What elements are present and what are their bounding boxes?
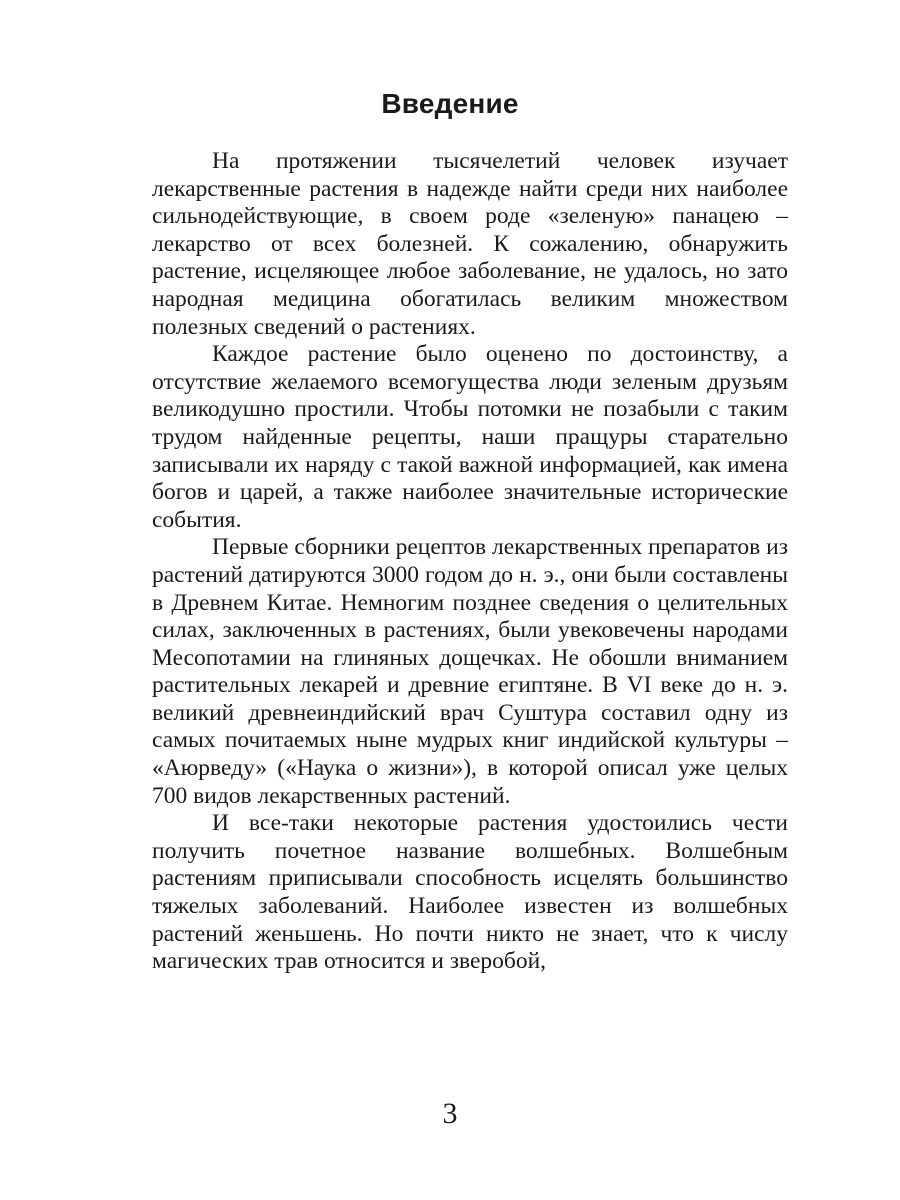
- page-number: 3: [442, 1097, 458, 1130]
- body-text: [152, 148, 788, 976]
- paragraph-4: И все-таки некоторые растения удостоились чести получить почетное название волшебных. Волшебным растениям приписывали способность исцелять большинство тяжелых заболеваний. Наиболее известен из волшебных растений женьшень. Но почти никто не знает, что к числу магических трав относится и зверобой,: [152, 810, 788, 975]
- paragraph-1: На протяжении тысячелетий человек изучает лекарственные растения в надежде найти среди них наиболее сильнодействующие, в своем роде «зеленую» панацею – лекарство от всех болезней. К сожалению, обнаружить растение, исцеляющее любое заболевание, не удалось, но зато народная медицина обогатилась великим множеством полезных сведений о растениях.: [152, 148, 788, 340]
- chapter-title: Введение: [381, 88, 519, 119]
- paragraph-3: Первые сборники рецептов лекарственных препаратов из растений датируются 3000 годом до н. э., они были составлены в Древнем Китае. Немногим позднее сведения о целительных силах, заключенных в растениях, были увековечены народами Месопотамии на глиняных дощечках. Не обошли вниманием растительных лекарей и древние египтяне. В VI веке до н. э. великий древнеиндийский врач Суштура составил одну из самых почитаемых ныне мудрых книг индийской культуры – «Аюрведу» («Наука о жизни»), в которой описал уже целых 700 видов лекарственных растений.: [152, 534, 788, 809]
- paragraph-2: Каждое растение было оценено по достоинству, а отсутствие желаемого всемогущества люди зеленым друзьям великодушно простили. Чтобы потомки не позабыли с таким трудом найденные рецепты, наши пращуры старательно записывали их наряду с такой важной информацией, как имена богов и царей, а также наиболее значительные исторические события.: [152, 341, 788, 533]
